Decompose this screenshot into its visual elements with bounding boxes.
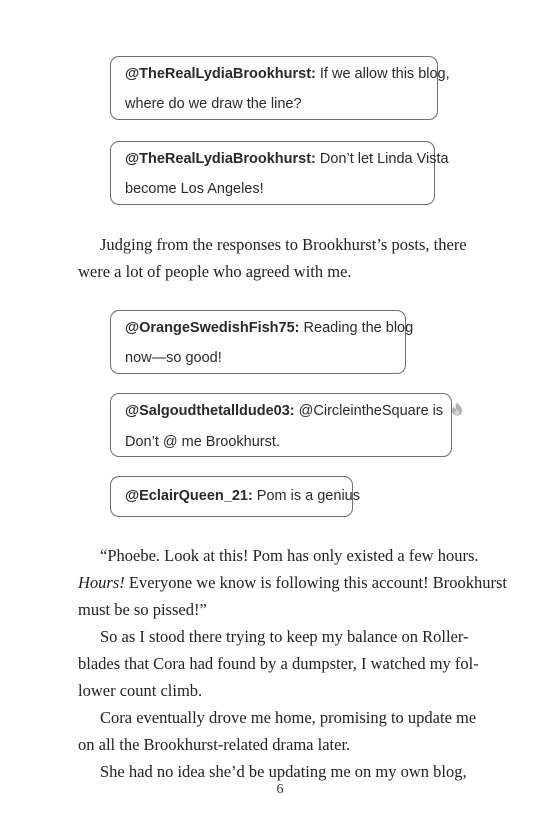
text-line: blades that Cora had found by a dumpster, I watched my fol- [78,654,479,673]
tweet-text-continued: where do we draw the line? [125,96,302,112]
paragraph [78,704,477,758]
tweet-text: If we allow this blog, [315,66,450,82]
paragraph [78,542,507,623]
text-line: Judging from the responses to Brookhurst’s posts, there [100,235,467,254]
paragraph [78,623,479,704]
paragraph [78,758,474,785]
tweet-text: Don’t let Linda Vista [315,151,449,167]
page-number: 6 [276,782,284,797]
tweet-text: Reading the blog [299,320,414,336]
tweet-text-continued: now—so good! [125,350,222,366]
tweet-handle: @TheRealLydiaBrookhurst: [125,66,316,82]
tweet-line [125,313,414,343]
tweet-text: @CircleintheSquare is [294,403,444,419]
tweet-handle: @EclairQueen_21: [125,488,253,504]
tweet-line [125,59,450,89]
text-line: So as I stood there trying to keep my balance on Roller- [100,627,469,646]
text-segment: Everyone we know is following this account! Brookhurst [124,573,507,592]
tweet-card [110,393,452,457]
tweet-card [110,141,449,205]
text-line: lower count climb. [78,681,203,700]
paragraph [78,231,474,285]
tweet-text-continued: become Los Angeles! [125,181,264,197]
tweet-card [110,310,414,374]
tweet-handle: @TheRealLydiaBrookhurst: [125,151,316,167]
tweet-line [125,481,360,511]
tweet-card [110,476,360,517]
tweet-line [125,396,444,427]
text-line: must be so pissed!” [78,600,207,619]
tweet-text-continued: Don’t @ me Brookhurst. [125,434,280,450]
tweet-text: Pom is a genius [252,488,360,504]
tweet-handle: @OrangeSwedishFish75: [125,320,300,336]
text-line: Cora eventually drove me home, promising to update me [100,708,477,727]
emphasis-text: Hours! [78,573,125,592]
text-line: She had no idea she’d be updating me on my own blog, [100,762,467,781]
text-line: “Phoebe. Look at this! Pom has only existed a few hours. [100,546,479,565]
text-line: were a lot of people who agreed with me. [78,262,352,281]
tweet-card [110,56,450,120]
text-line: on all the Brookhurst-related drama later. [78,735,351,754]
fire-icon [450,397,464,427]
tweet-line [125,144,449,174]
text-line [78,569,507,596]
tweet-handle: @Salgoudthetalldude03: [125,403,295,419]
